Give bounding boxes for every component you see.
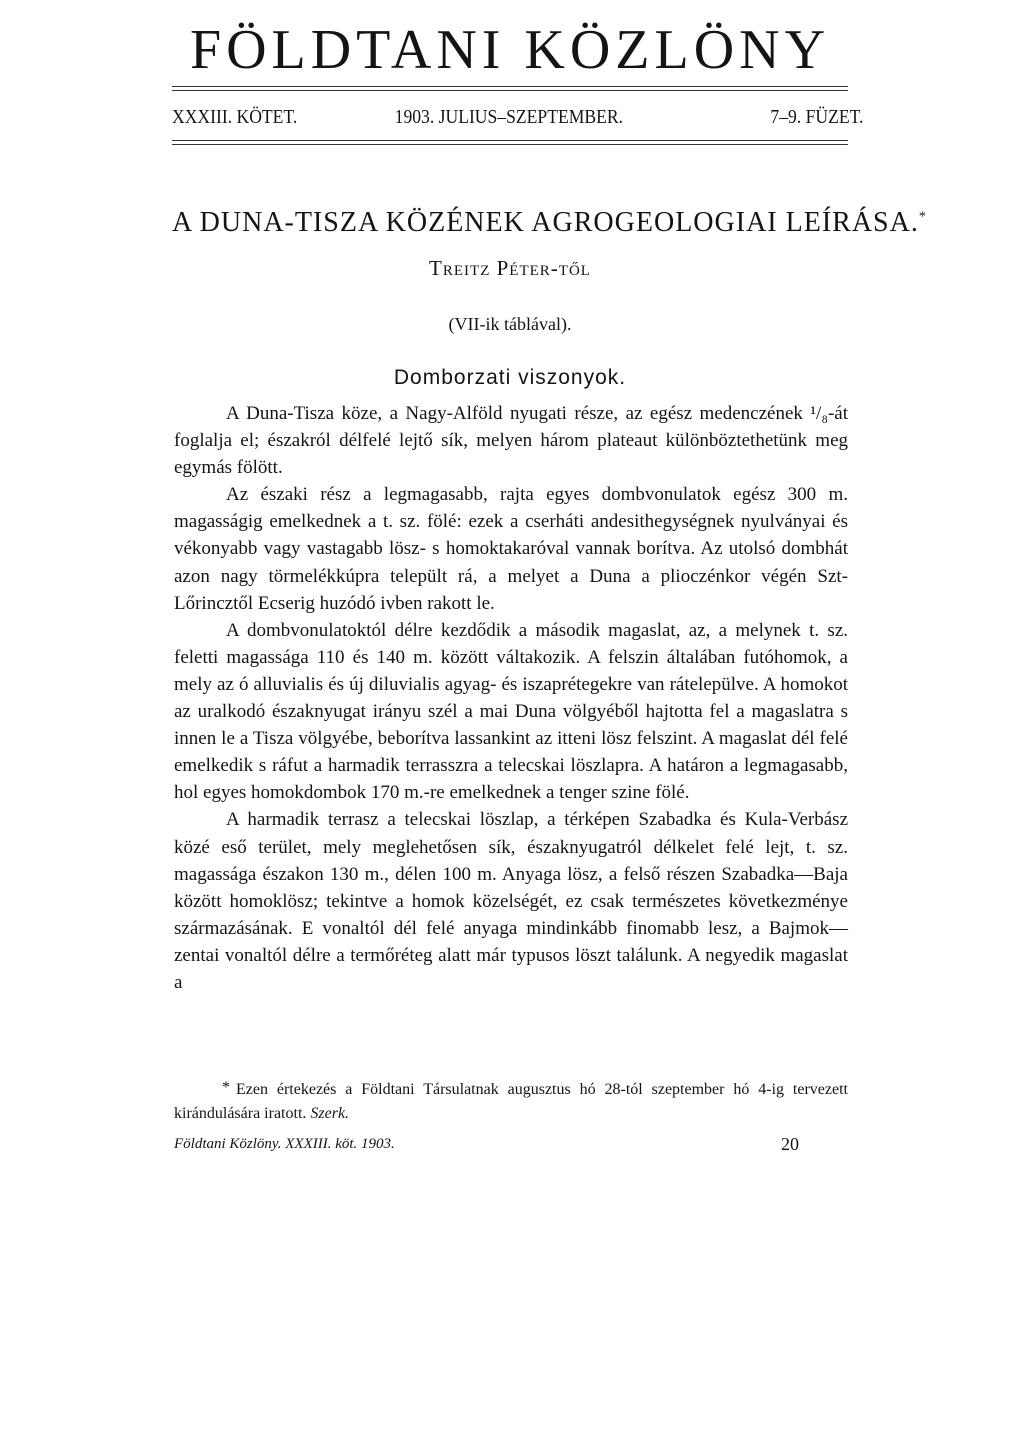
- sheet-number: 20: [781, 1134, 799, 1154]
- plate-note: (VII-ik táblával).: [448, 314, 572, 334]
- masthead-rule-bottom: [172, 90, 848, 91]
- issue-rule-top: [172, 140, 848, 141]
- footnote-mark: *: [222, 1079, 230, 1096]
- article-author: Treitz Péter-től: [429, 256, 591, 280]
- article-body: [174, 400, 848, 996]
- issue-number: 7–9. FÜZET.: [770, 106, 864, 128]
- section-heading: Domborzati viszonyok.: [393, 366, 627, 389]
- paragraph: A dombvonulatoktól délre kezdődik a második magaslat, az, a melynek t. sz. feletti magassága 110 és 140 m. között váltakozik. A felszin általában futóhomok, a mely az ó alluvialis és új diluvialis agyag- és iszaprétegekre van rátelepülve. A homokot az uralkodó északnyugat irányu szél a mai Duna völgyéből hajtotta fel a magaslatra s innen le a Tisza völgyébe, beborítva lassankint az itteni lösz felszint. A magaslat dél felé emelkedik s ráfut a harmadik terrasszra a telecskai löszlapra. A határon a legmagasabb, hol egyes homokdombok 170 m.-re emelkednek a tenger szine fölé.: [174, 619, 848, 804]
- issue-line: [172, 106, 864, 130]
- masthead-rule-top: [172, 86, 848, 87]
- paragraph: A harmadik terrasz a telecskai löszlap, a térképen Szabadka és Kula-Verbász közé eső terület, mely meglehetősen sík, északnyugatról délkelet felé lejt, t. sz. magassága északon 130 m., délen 100 m. Anyaga lösz, a felső részen Szabadka—Baja között homoklösz; tekintve a homok közelségét, ez csak természetes következménye származásának. E vonaltól dél felé anyaga mindinkább finomabb lesz, a Bajmok—zentai vonaltól délre a termőréteg alatt már typusos löszt találunk. A negyedik magaslat a: [174, 809, 848, 993]
- paragraph: A Duna-Tisza köze, a Nagy-Alföld nyugati része, az egész medenczének ¹/₈-át foglalja el; északról délfelé lejtő sík, melyen három plateaut különböztethetünk meg egymás fölött.: [174, 403, 848, 479]
- footer-citation: Földtani Közlöny. XXXIII. köt. 1903.: [174, 1136, 395, 1152]
- volume-label: XXXIII. KÖTET.: [172, 106, 298, 128]
- footnote-editor: Szerk.: [310, 1105, 350, 1122]
- issue-rule-bottom: [172, 144, 848, 145]
- footnote: [174, 1078, 848, 1126]
- article-title-text: A DUNA-TISZA KÖZÉNEK AGROGEOLOGIAI LEÍRÁSA.: [172, 207, 919, 238]
- footnote-text: Ezen értekezés a Földtani Társulatnak augusztus hó 28-tól szeptember hó 4-ig tervezett kirándulására iratott.: [174, 1081, 848, 1122]
- title-footnote-mark: *: [918, 209, 927, 225]
- article-title: [172, 207, 927, 239]
- issue-date: 1903. JULIUS–SZEPTEMBER.: [394, 106, 623, 128]
- journal-title: FÖLDTANI KÖZLÖNY: [189, 19, 831, 81]
- paragraph: Az északi rész a legmagasabb, rajta egyes dombvonulatok egész 300 m. magasságig emelkednek a t. sz. fölé: ezek a cserháti andesithegységnek nyulványai és vékonyabb vagy vastagabb lösz- s homoktakaróval vannak borítva. Az utolsó dombhát azon nagy törmelékkúpra települt rá, a melyet a Duna a plioczénkor végén Szt-Lőrincztől Ecserig huzódó ivben rakott le.: [174, 484, 848, 614]
